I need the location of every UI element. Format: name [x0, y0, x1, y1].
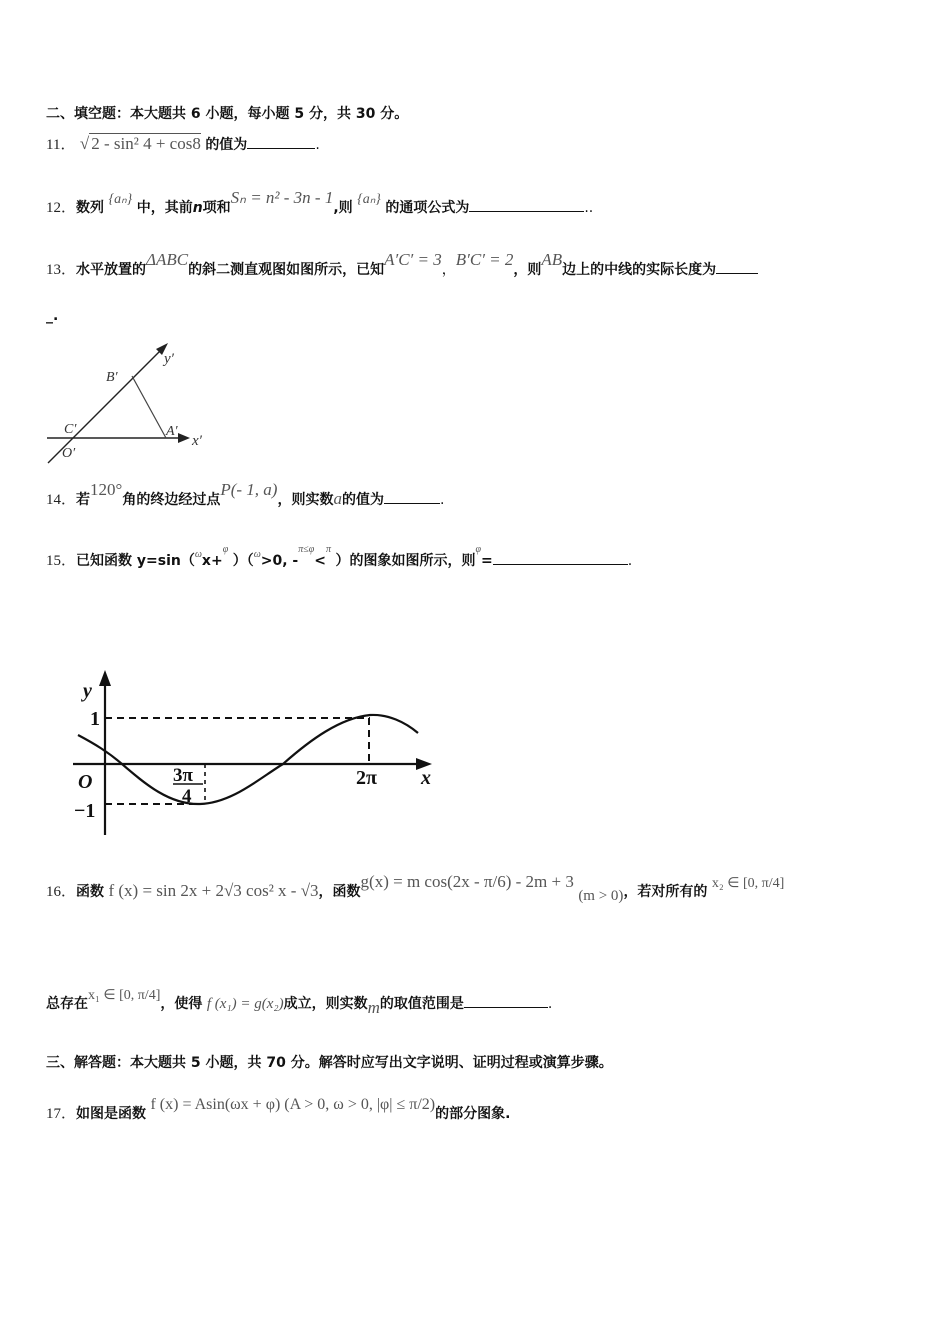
omega-symbol: ω — [194, 549, 202, 560]
question-text: 的值为 — [341, 492, 384, 508]
angle-value: 120° — [90, 480, 123, 499]
comma: ， — [441, 262, 456, 278]
question-text: 成立，则实数 — [283, 996, 368, 1012]
period: .. — [584, 200, 594, 216]
question-text: 水平放置的 — [76, 262, 147, 278]
tick-label-neg1: −1 — [74, 800, 96, 822]
question-16 — [46, 872, 785, 904]
phi-symbol: φ — [222, 544, 229, 555]
question-text: ）的图象如图所示，则 — [335, 553, 476, 569]
question-text: 的值为 — [205, 137, 248, 153]
question-13 — [46, 250, 758, 279]
label-origin: O′ — [62, 446, 76, 461]
question-text: 的斜二测直观图如图所示，已知 — [188, 262, 385, 278]
answer-blank — [464, 993, 548, 1008]
question-text: 函数 — [76, 884, 105, 900]
question-11 — [46, 133, 320, 154]
question-number: 15． — [46, 553, 77, 569]
question-number: 14． — [46, 492, 77, 508]
le-symbol: ≤ — [303, 544, 309, 555]
sequence-symbol: {aₙ} — [108, 192, 133, 207]
answer-blank — [384, 489, 440, 504]
variable-n: n — [192, 200, 203, 216]
question-text: 已知函数 y=sin（ — [76, 553, 195, 569]
function-g: g(x) = m cos(2x - π/6) - 2m + 3 — [360, 872, 574, 891]
question-number: 11． — [46, 137, 76, 153]
oblique-projection-figure — [40, 335, 220, 465]
question-text: ，函数 — [318, 884, 361, 900]
question-text: ，则 — [513, 262, 542, 278]
pi-symbol: π — [298, 544, 304, 555]
tick-label-3pi4-numerator: 3π — [173, 765, 193, 786]
sequence-symbol: {aₙ} — [357, 192, 381, 207]
pi-symbol: π — [326, 544, 332, 555]
period: . — [315, 137, 320, 153]
question-17 — [46, 1096, 511, 1123]
question-15 — [46, 544, 633, 570]
period: . — [627, 553, 633, 569]
question-number: 17． — [46, 1106, 77, 1122]
question-text: 如图是函数 — [76, 1106, 147, 1122]
phi-symbol: φ — [308, 544, 315, 555]
label-origin: O — [78, 771, 93, 793]
question-text: ,则 — [333, 200, 353, 216]
question-text: 若 — [76, 492, 91, 508]
question-number: 13． — [46, 262, 77, 278]
interval-x1: x₁ ∈ [0, π/4] — [88, 988, 161, 1003]
question-text: 数列 — [76, 200, 105, 216]
triangle-symbol: ΔABC — [146, 250, 189, 269]
variable-a: a — [333, 489, 342, 508]
length-ac: A′C′ = 3 — [384, 250, 442, 269]
interval-x2: x₂ ∈ [0, π/4] — [711, 876, 785, 891]
question-text: 中，其前 — [136, 200, 193, 216]
tick-label-3pi4-denominator: 4 — [182, 786, 192, 807]
question-text: ，使得 — [160, 996, 203, 1012]
label-y-axis: y′ — [164, 351, 174, 367]
question-16-continuation — [46, 988, 553, 1017]
equals: = — [481, 553, 493, 569]
label-y-axis: y — [83, 680, 92, 702]
variable-m: m — [367, 998, 380, 1017]
question-text: x+ — [201, 553, 223, 569]
label-x-axis: x′ — [192, 433, 202, 449]
phi-symbol: φ — [475, 544, 482, 555]
tick-label-2pi: 2π — [356, 767, 377, 789]
answer-blank — [493, 550, 628, 565]
label-b: B′ — [106, 370, 118, 385]
function-f: f (x) = sin 2x + 2√3 cos² x - √3 — [108, 881, 319, 900]
tick-label-1: 1 — [90, 708, 100, 730]
question-text: 总存在 — [46, 996, 88, 1012]
lt-symbol: < — [314, 553, 327, 569]
omega-symbol: ω — [253, 549, 261, 560]
sum-formula: Sₙ = n² - 3n - 1 — [230, 188, 334, 207]
answer-blank — [247, 134, 315, 149]
label-x-axis: x — [421, 767, 431, 789]
point-p: P(- 1, a) — [220, 480, 278, 499]
question-text: 项和 — [202, 200, 231, 216]
question-number: 16． — [46, 884, 77, 900]
label-c: C′ — [64, 422, 77, 437]
condition-m: (m > 0) — [578, 888, 624, 904]
section-2-heading: 二、填空题：本大题共 6 小题，每小题 5 分，共 30 分。 — [46, 106, 409, 122]
question-text: 边上的中线的实际长度为 — [562, 262, 717, 278]
question-text: >0, - — [260, 553, 299, 569]
section-3-heading: 三、解答题：本大题共 5 小题，共 70 分。解答时应写出文字说明、证明过程或演算步骤。 — [46, 1055, 613, 1071]
question-text: ，若对所有的 — [623, 884, 708, 900]
question-number: 12． — [46, 200, 77, 216]
sine-graph — [40, 660, 440, 840]
question-text: ）（ — [232, 553, 254, 569]
side-ab: AB — [541, 250, 563, 269]
equation-f-equals-g: f (x₁) = g(x₂) — [206, 996, 284, 1012]
question-13-continuation: _. — [46, 308, 59, 324]
question-14 — [46, 480, 445, 509]
length-bc: B′C′ = 2 — [455, 250, 514, 269]
question-12 — [46, 188, 594, 217]
period: . — [547, 996, 553, 1012]
question-text: 的通项公式为 — [385, 200, 470, 216]
answer-blank — [716, 259, 758, 274]
period: . — [439, 492, 445, 508]
question-text: 的取值范围是 — [379, 996, 464, 1012]
question-text: 的部分图象. — [435, 1106, 511, 1122]
answer-blank — [469, 197, 584, 212]
label-a: A′ — [166, 424, 178, 439]
question-text: 角的终边经过点 — [122, 492, 221, 508]
question-text: ，则实数 — [277, 492, 334, 508]
math-expression: √ 2 - sin² 4 + cos8 — [79, 134, 201, 153]
function-f: f (x) = Asin(ωx + φ) (A > 0, ω > 0, |φ| ≤ π/2) — [150, 1096, 436, 1113]
